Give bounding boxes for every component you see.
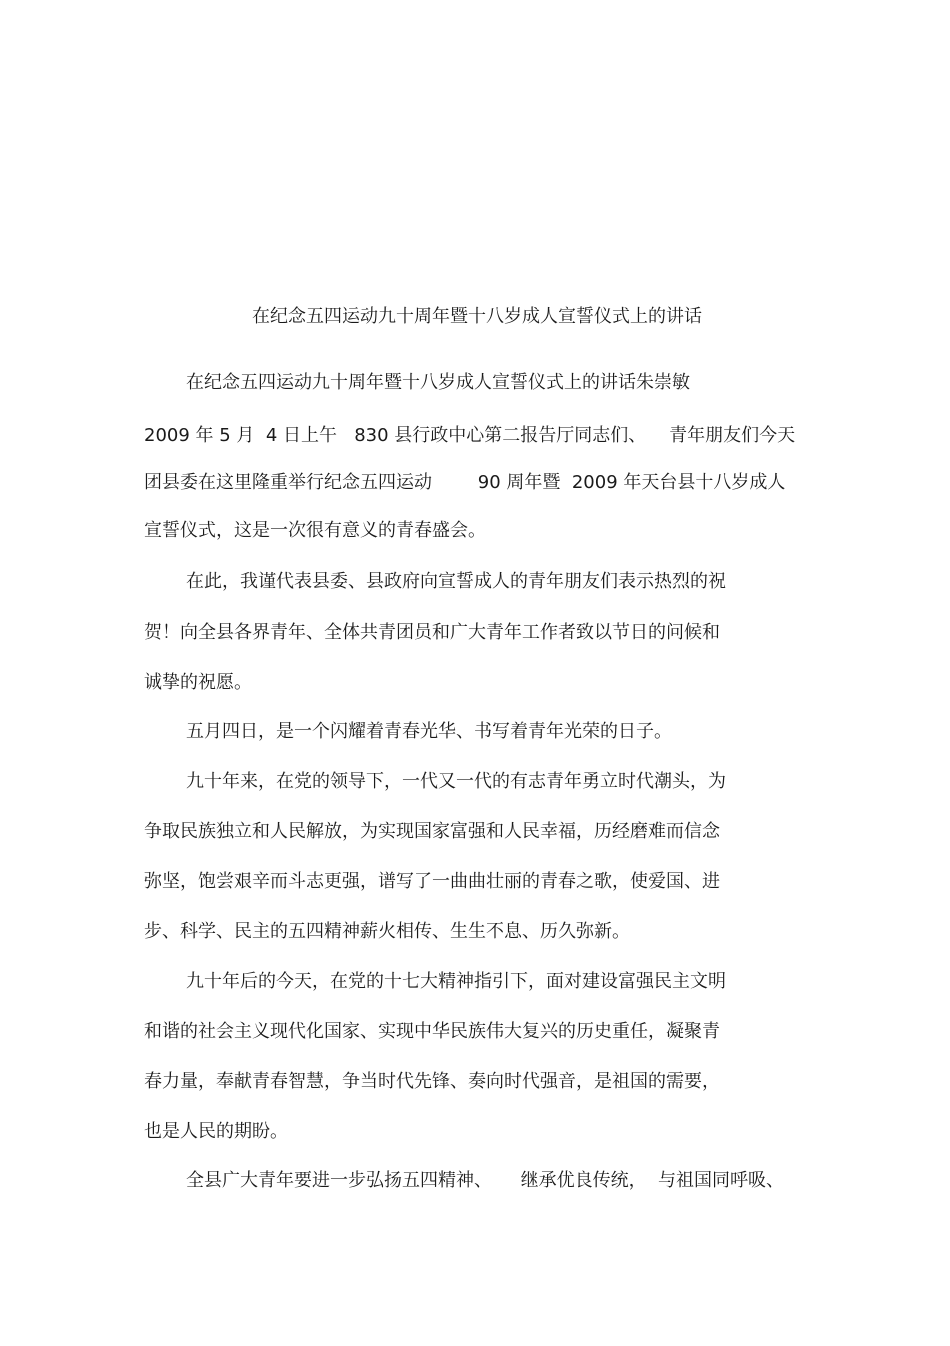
text-line: 2009 年 5 月 4 日上午 830 县行政中心第二报告厅同志们、 青年朋友们今天: [144, 425, 796, 446]
text-line: 贺！向全县各界青年、全体共青团员和广大青年工作者致以节日的问候和: [144, 622, 720, 643]
text-line: 弥坚，饱尝艰辛而斗志更强，谱写了一曲曲壮丽的青春之歌，使爱国、进: [144, 871, 720, 892]
text-line: 团县委在这里隆重举行纪念五四运动 90 周年暨 2009 年天台县十八岁成人: [144, 472, 786, 493]
text-line: 全县广大青年要进一步弘扬五四精神、 继承优良传统， 与祖国同呼吸、: [186, 1170, 785, 1191]
text-line: 在纪念五四运动九十周年暨十八岁成人宣誓仪式上的讲话朱崇敏: [186, 372, 690, 393]
text-line: 诚挚的祝愿。: [144, 672, 252, 693]
document-title: 在纪念五四运动九十周年暨十八岁成人宣誓仪式上的讲话: [252, 306, 702, 327]
text-line: 九十年来，在党的领导下，一代又一代的有志青年勇立时代潮头，为: [186, 771, 726, 792]
text-line: 五月四日，是一个闪耀着青春光华、书写着青年光荣的日子。: [186, 721, 672, 742]
text-line: 和谐的社会主义现代化国家、实现中华民族伟大复兴的历史重任，凝聚青: [144, 1021, 720, 1042]
text-line: 也是人民的期盼。: [144, 1121, 288, 1142]
text-line: 九十年后的今天，在党的十七大精神指引下，面对建设富强民主文明: [186, 971, 726, 992]
text-line: 宣誓仪式，这是一次很有意义的青春盛会。: [144, 520, 486, 541]
text-line: 在此，我谨代表县委、县政府向宣誓成人的青年朋友们表示热烈的祝: [186, 571, 726, 592]
text-line: 春力量，奉献青春智慧，争当时代先锋、奏向时代强音，是祖国的需要，: [144, 1071, 720, 1092]
text-line: 争取民族独立和人民解放，为实现国家富强和人民幸福，历经磨难而信念: [144, 821, 720, 842]
text-line: 步、科学、民主的五四精神薪火相传、生生不息、历久弥新。: [144, 921, 630, 942]
